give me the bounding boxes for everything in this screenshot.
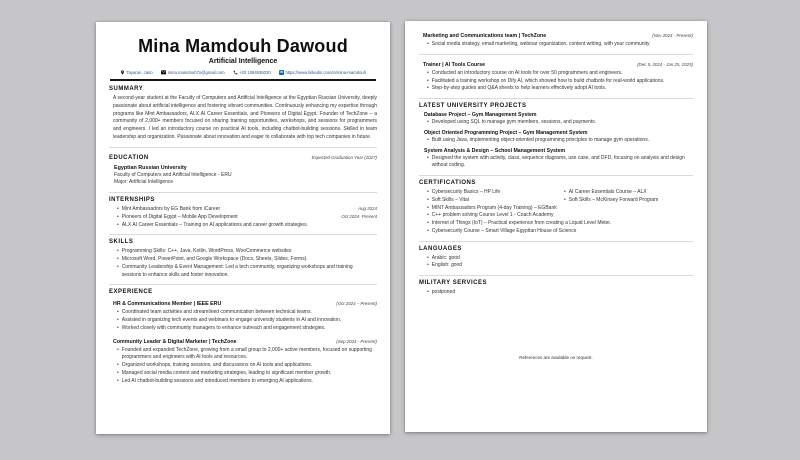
- section-divider: [109, 192, 377, 193]
- certification-item: • C++ problem solving Course Level 1 - Coach Academy: [427, 212, 554, 219]
- section-heading-military: MILITARY SERVICES: [419, 280, 487, 286]
- certification-item: • AI Career Essentials Course – ALX: [564, 189, 647, 195]
- language-item: • Arabic: good: [427, 254, 460, 261]
- project-title: Object Oriented Programming Project – Gym Management System: [424, 129, 588, 136]
- linkedin-icon: in: [279, 69, 284, 74]
- project-bullet: • Developed using SQL to manage gym members, sessions, and payments.: [427, 119, 597, 125]
- resume-job-title: Artificial Intelligence: [208, 58, 278, 65]
- section-summary: [109, 86, 377, 142]
- section-military: [419, 280, 693, 297]
- graduation-note: Expected Graduation Year (2027): [311, 154, 377, 160]
- job-bullet: • Assisted in organizing tech events and webinars to engage university students in AI and innovation.: [117, 317, 342, 323]
- phone-icon: [233, 70, 238, 75]
- job-date: (Nov 2024 - Present): [652, 33, 693, 38]
- certifications-columns: [419, 189, 693, 205]
- job-bullet: • Facilitated a training workshop on Dify AI, which showed how to build chatbots for real-world applications.: [427, 77, 665, 84]
- internship-item: • ALX AI Career Essentials – Training on AI applications and career growth strategies.: [117, 221, 308, 228]
- job-bullet: • Organized workshops, training sessions, and discussions on AI tools and applications.: [117, 362, 313, 368]
- job-date: (Sep 2024 - Present): [336, 338, 377, 344]
- certification-item: • Cybersecurity Basics – HP Life: [427, 189, 501, 195]
- contact-phone[interactable]: +20 1094936030: [233, 70, 271, 75]
- section-education: [109, 152, 377, 188]
- project-title: System Analysis & Design – School Management System: [424, 147, 566, 154]
- contact-linkedin[interactable]: in https://www.linkedin.com/in/mina-mamdouh: [279, 69, 367, 75]
- experience-job: [109, 336, 377, 386]
- job-title: Marketing and Communications team | TechZone: [423, 33, 547, 39]
- section-languages: [419, 246, 693, 271]
- section-heading-summary: SUMMARY: [109, 86, 144, 92]
- job-bullet: • Social media strategy, email marketing, webinar organization, content writing, with your community: [427, 41, 650, 47]
- project-bullet: • Designed the system with activity, class, sequence diagrams, use case, and DFD, focusing on analysis and design without coding.: [427, 154, 685, 169]
- job-bullet: • Managed social media content and marketing strategies, leading to significant member growth.: [117, 369, 332, 376]
- project-item: [419, 112, 693, 127]
- section-heading-experience: EXPERIENCE: [109, 289, 153, 296]
- job-bullet: • Led AI chatbot-building sessions and introduced members to emerging AI applications.: [117, 377, 313, 384]
- summary-text: A second-year student at the Faculty of Computers and Artificial Intelligence at the Egyptian Russian University, deeply passionate about artificial intelligence and fostering vibrant communities. Continuously enhancing my expertise through programs like Mint Ambassadors, ALX AI Career Essentials, and Pioneers of Digital Egypt. Founder of TechZone – a community of 2,000+ members focused on sharing training opportunities, workshops, and sessions for programmers and engineers. I led an introductory course on practical AI tools, including chatbot-building sessions. Skilled in team leadership and organization. Passionate about innovation and eager to collaborate with top tech companies in future.: [113, 95, 377, 140]
- job-bullet: • Step-by-step guides and Q&A sheets to help learners effectively adopt AI tools.: [427, 85, 607, 92]
- section-projects: [419, 103, 693, 170]
- resume-name: Mina Mamdouh Dawoud: [138, 36, 348, 56]
- section-divider: [109, 284, 377, 285]
- contact-email[interactable]: mina.mamdouh7o@gmail.com: [161, 70, 225, 75]
- section-heading-languages: LANGUAGES: [419, 245, 462, 252]
- section-divider: [419, 175, 693, 176]
- job-bullet: • Founded and expanded TechZone, growing from a small group to 2,000+ active members, focused on supporting programmers and engineers with AI tools and resources.: [117, 346, 372, 361]
- skill-item: • Microsoft Word, PowerPoint, and Google Workspace (Docs, Sheets, Slides, Forms).: [117, 256, 308, 262]
- internship-date: Aug 2024: [358, 206, 377, 211]
- section-divider: [419, 54, 693, 55]
- military-item: • postponed: [427, 289, 456, 295]
- internship-item: • Pioneers of Digital Egypt – Mobile App Development Oct 2024- Present: [117, 213, 377, 220]
- section-skills: [109, 239, 377, 279]
- section-heading-projects: LATEST UNIVERSITY PROJECTS: [419, 103, 527, 109]
- job-title: Community Leader & Digital Marketer | TechZone: [113, 338, 237, 345]
- contact-row: [109, 70, 377, 75]
- education-faculty: Faculty of Computers and Artificial Intelligence - ERU: [114, 171, 232, 178]
- project-item: [419, 148, 693, 171]
- section-internships: [109, 197, 377, 229]
- section-heading-skills: SKILLS: [109, 239, 134, 246]
- internship-date: Oct 2024- Present: [341, 213, 377, 219]
- envelope-icon: [161, 70, 167, 75]
- location-pin-icon: [120, 70, 125, 75]
- resume-header: [109, 36, 377, 81]
- certification-item: • Soft Skills – Vital: [427, 196, 469, 203]
- certification-item: • Internet of Things (IoT) – Practical experience from creating a Liquid Level Meter.: [427, 220, 612, 226]
- section-heading-internships: INTERNSHIPS: [109, 197, 155, 203]
- project-bullet: • Built using Java, implementing object-oriented programming principles to manage gym operations.: [427, 136, 650, 143]
- job-date: (Oct 2024 – Present): [336, 301, 377, 307]
- references-note: References are available on request.: [519, 354, 593, 360]
- section-divider: [419, 275, 693, 276]
- section-divider: [109, 234, 377, 235]
- project-title: Database Project – Gym Management System: [424, 112, 537, 118]
- internship-item: • Mint Ambassadors by EG Bank from iCareer Aug 2024: [117, 206, 377, 212]
- certification-item: • Cybersecurity Course – Smart Village Egyptian House of Science: [427, 227, 577, 234]
- header-divider: [110, 79, 376, 81]
- contact-location: Tayaran, cairo: [120, 70, 153, 75]
- section-divider: [419, 98, 693, 99]
- certifications-col-1: [419, 189, 556, 205]
- section-experience: [109, 289, 377, 385]
- job-bullet: • Conducted an introductory course on AI tools for over 50 programmers and engineers.: [427, 69, 623, 76]
- education-school: Egyptian Russian University: [114, 164, 187, 171]
- section-certifications: [419, 180, 693, 236]
- certification-item: • Soft Skills – McKinsey Forward Program: [564, 196, 659, 203]
- job-title: Trainer | AI Tools Course: [423, 61, 486, 68]
- resume-page-2: [405, 21, 707, 432]
- job-bullet: • Worked closely with community managers to enhance outreach and engagement strategies.: [117, 324, 326, 331]
- experience-job: [419, 59, 693, 93]
- job-bullet: • Coordinated team activities and streamlined communication between technical teams.: [117, 309, 312, 316]
- section-divider: [419, 241, 693, 242]
- certifications-col-2: [556, 189, 693, 205]
- section-heading-certifications: CERTIFICATIONS: [419, 180, 476, 186]
- education-major: Major: Artificial Intelligence: [114, 179, 174, 186]
- job-date: (Dec 5, 2024 - Jan 25, 2025): [637, 61, 693, 67]
- certification-item: • MINT Ambassadors Program (4-day Training) – EGBank: [427, 204, 557, 211]
- experience-job: [109, 298, 377, 332]
- skill-item: • Programming Skills: C++, Java, Kotlin, WordPress, WooCommerce websites: [117, 248, 292, 255]
- skill-item: • Community Leadership & Event Management: Led a tech community, organizing workshops and training sessions to enhance skills and foster innovation.: [117, 263, 353, 278]
- section-divider: [109, 147, 377, 148]
- job-title: HR & Communications Member | IEEE ERU: [113, 301, 222, 308]
- project-item: [419, 130, 693, 145]
- experience-job: [419, 30, 693, 49]
- section-heading-education: EDUCATION: [109, 154, 149, 161]
- resume-page-1: [96, 22, 390, 434]
- language-item: • English: good: [427, 262, 463, 269]
